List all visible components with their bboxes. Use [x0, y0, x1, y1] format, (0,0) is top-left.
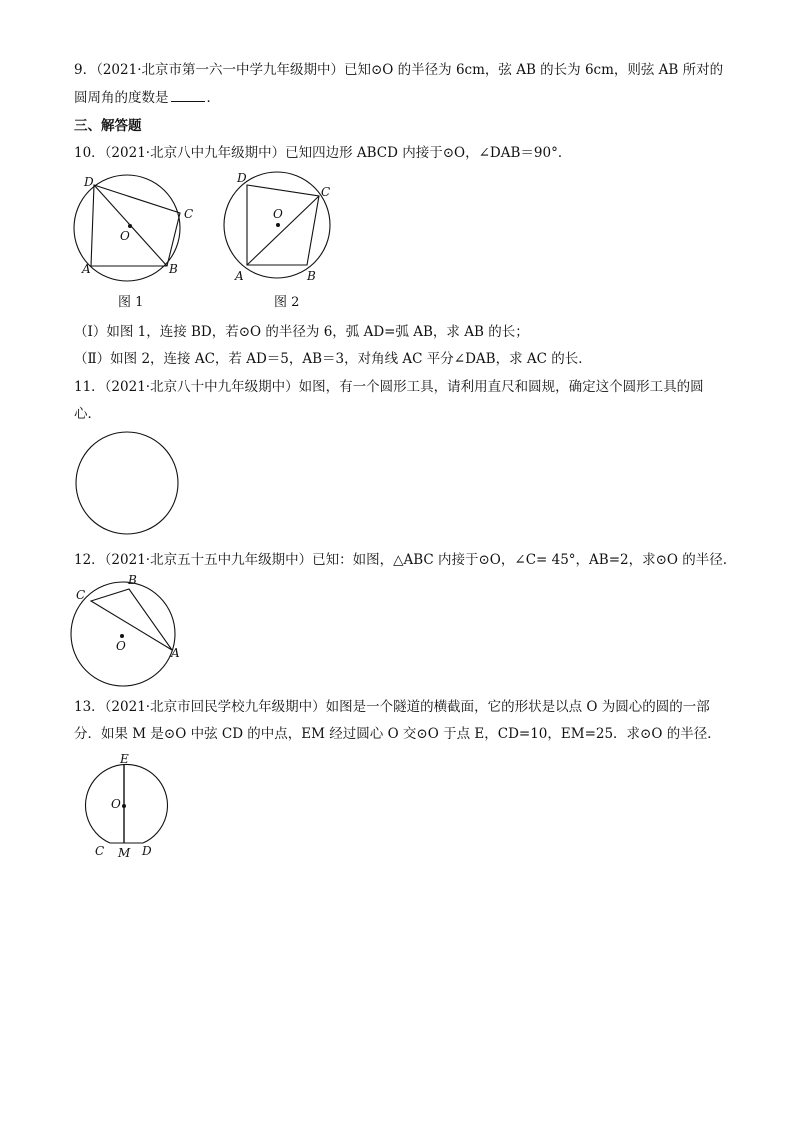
q10-fig2-label-d: D	[237, 171, 247, 185]
q12-center-dot	[120, 634, 124, 638]
section-heading: 三、解答题	[74, 118, 142, 134]
q12-stem: 12．（2021·北京五十五中九年级期中）已知：如图，△ABC 内接于⊙O，∠C= 45°，AB=2，求⊙O 的半径.	[74, 552, 728, 568]
q10-stem: 10．（2021·北京八中九年级期中）已知四边形 ABCD 内接于⊙O，∠DAB＝90°．	[74, 145, 572, 161]
q10-fig2-center-dot	[276, 223, 280, 227]
q10-fig2-label-c: C	[321, 185, 331, 199]
q10-fig2-label-b: B	[307, 269, 316, 283]
q13-center-dot	[122, 804, 126, 808]
q9-line2-end: ．	[206, 90, 220, 106]
q11-circle-tool	[76, 432, 178, 534]
q9-line1: 9．（2021·北京市第一六一中学九年级期中）已知⊙O 的半径为 6cm，弦 AB 的长为 6cm，则弦 AB 所对的	[74, 62, 724, 78]
q10-fig1-caption: 图 1	[118, 295, 144, 310]
q12-label-a: A	[171, 646, 180, 660]
q11-line2: 心．	[74, 406, 101, 422]
q12-figure	[65, 572, 200, 692]
q10-fig1-label-c: C	[184, 207, 194, 221]
q13-label-o: O	[111, 797, 121, 811]
q13-line1: 13．（2021·北京市回民学校九年级期中）如图是一个隧道的横截面，它的形状是以点 O 为圆心的圆的一部	[74, 699, 710, 715]
q13-label-d: D	[142, 844, 152, 858]
q10-fig1-center-dot	[128, 224, 132, 228]
q13-label-e: E	[120, 752, 129, 766]
q9-line2-text: 圆周角的度数是	[74, 90, 169, 106]
q10-figure1	[60, 170, 210, 285]
q12-label-b: B	[128, 573, 137, 587]
q12-triangle	[91, 589, 172, 650]
q10-fig2-caption: 图 2	[274, 295, 300, 310]
q10-fig1-label-b: B	[169, 262, 178, 276]
q10-part2: （Ⅱ）如图 2，连接 AC，若 AD＝5，AB＝3，对角线 AC 平分∠DAB，求 AC 的长．	[74, 351, 592, 367]
q10-fig1-label-a: A	[82, 262, 91, 276]
q13-label-m: M	[118, 846, 131, 860]
q13-tunnel-arc	[86, 764, 168, 843]
q12-circle	[71, 582, 175, 686]
q10-fig2-quadrilateral	[247, 185, 319, 265]
q10-fig2-label-o: O	[273, 207, 283, 221]
q10-fig2-label-a: A	[235, 269, 244, 283]
q10-part1: （Ⅰ）如图 1，连接 BD，若⊙O 的半径为 6，弧 AD=弧 AB，求 AB 的长；	[74, 324, 529, 340]
q9-answer-blank	[171, 89, 205, 102]
q12-label-o: O	[116, 639, 126, 653]
q10-fig1-label-d: D	[84, 175, 94, 189]
q10-fig1-label-o: O	[120, 229, 130, 243]
q9-line2	[74, 88, 220, 108]
q13-tunnel-figure	[75, 752, 175, 862]
q11-figure	[70, 430, 185, 540]
q13-label-c: C	[95, 844, 105, 858]
q11-line1: 11．（2021·北京八十中九年级期中）如图，有一个圆形工具，请利用直尺和圆规，确定这个圆形工具的圆	[74, 379, 704, 395]
q10-figure2	[215, 170, 345, 285]
q13-line2: 分．如果 M 是⊙O 中弦 CD 的中点，EM 经过圆心 O 交⊙O 于点 E，CD=10，EM=25．求⊙O 的半径．	[74, 726, 721, 742]
q12-label-c: C	[76, 588, 86, 602]
q10-fig2-diagonal-ac	[247, 196, 319, 265]
